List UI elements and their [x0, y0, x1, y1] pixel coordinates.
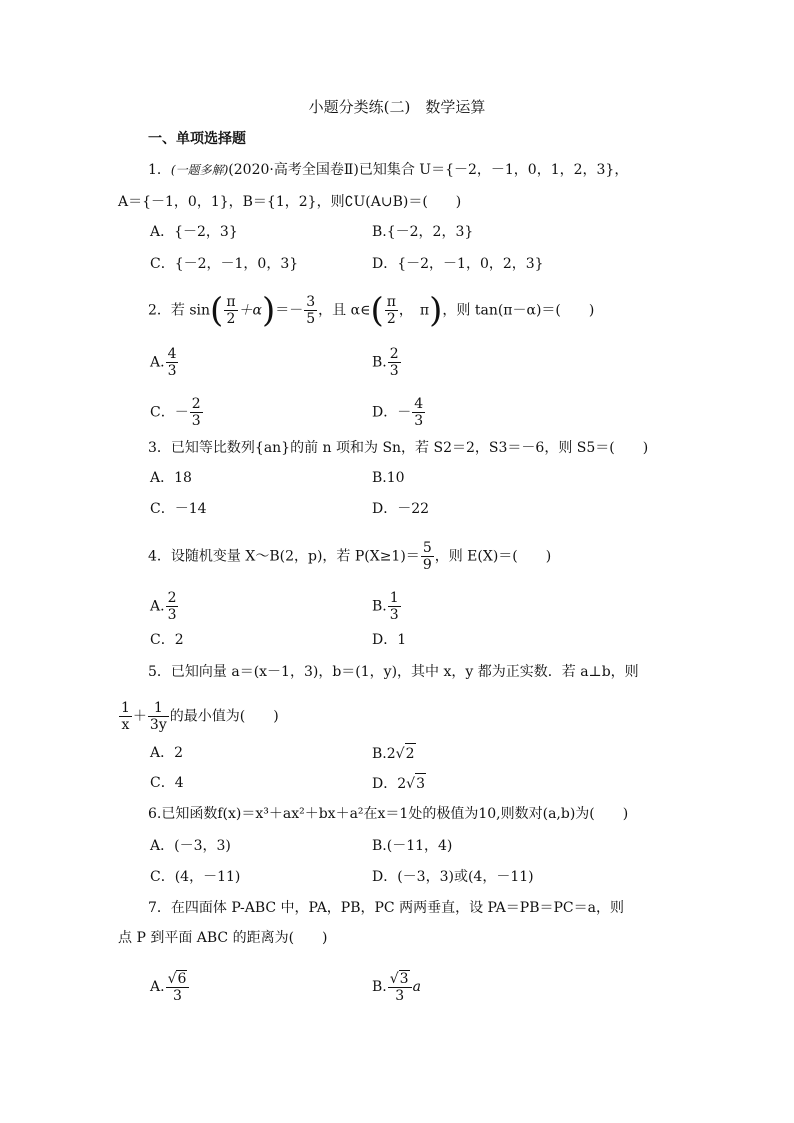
q2-stem-start: 2．若 sin [148, 302, 211, 319]
q2-frac2-num: 3 [306, 294, 316, 310]
q5-fraction-1-x [119, 700, 132, 733]
page-title: 小题分类练(二) 数学运算 [308, 98, 486, 116]
q2-d-fraction [412, 396, 425, 429]
question-2 [148, 290, 595, 331]
q3-option-c: C．－14 [150, 501, 207, 517]
q5-d-radicand: 3 [415, 773, 426, 794]
q5-f2-num: 1 [148, 700, 169, 717]
q2-c-fraction [190, 396, 203, 429]
q2-comma-pi: ， π [398, 302, 430, 319]
q1-number: 1． [148, 162, 171, 178]
q7-b-tail: a [412, 979, 421, 995]
q4-tail: ，则 E(X)＝( ) [434, 548, 552, 565]
q4-option-c: C．2 [150, 632, 184, 648]
q7-b-fraction [388, 970, 412, 1004]
q1-stem-line2: A＝{－1，0，1}，B＝{1，2}，则∁U(A∪B)＝( ) [118, 194, 462, 210]
q4-option-b [372, 590, 402, 623]
q4-stem-start: 4．设随机变量 X～B(2，p)，若 P(X≥1)＝ [148, 548, 420, 565]
q2-frac2-den: 5 [306, 311, 316, 327]
sqrt-icon: √ [167, 971, 177, 987]
sqrt-icon: √ [406, 776, 416, 792]
q2-c-num: 2 [191, 396, 201, 412]
q2-option-c [150, 396, 204, 429]
q7-option-b [372, 970, 421, 1004]
q4-b-den: 3 [389, 607, 399, 623]
q6-option-a: A．(－3，3) [150, 838, 231, 854]
q4-option-d: D．1 [372, 632, 407, 648]
q3-option-b: B.10 [372, 470, 405, 486]
q7-b-label: B. [372, 979, 387, 995]
q2-fraction-pi-over-2 [224, 294, 237, 327]
q7-a-radicand: 6 [177, 971, 187, 987]
q5-d-prefix: D．2 [372, 776, 407, 792]
q1-stem: 已知集合 U＝{－2，－1，0，1，2，3}， [358, 162, 629, 178]
q5-f1-den: x [121, 717, 130, 733]
q2-option-a [150, 346, 179, 379]
q5-option-a: A．2 [150, 745, 184, 761]
q2-b-num: 2 [389, 346, 399, 362]
q5-option-d [372, 773, 426, 794]
q2-frac3-num: π [386, 294, 396, 310]
question-4 [148, 540, 551, 573]
q6-option-b: B.(－11，4) [372, 838, 453, 854]
q7-b-num [388, 970, 412, 988]
q4-a-den: 3 [167, 607, 177, 623]
q2-a-label: A. [150, 354, 165, 371]
q1-option-b: B.{－2，2，3} [372, 224, 474, 240]
q6-option-d: D．(－3，3)或(4，－11) [372, 869, 534, 885]
q5-option-b [372, 743, 416, 764]
q2-left-paren-2: ( [370, 290, 384, 331]
q4-b-num: 1 [389, 590, 399, 606]
q2-mid: ，且 α∈ [318, 302, 371, 319]
q7-option-a [150, 970, 190, 1004]
q1-option-d: D．{－2，－1，0，2，3} [372, 256, 544, 272]
q7-b-radicand: 3 [399, 971, 409, 987]
q3-option-a: A．18 [150, 470, 192, 486]
q4-b-label: B. [372, 598, 387, 615]
q4-b-fraction [388, 590, 401, 623]
q5-tail: 的最小值为( ) [169, 708, 279, 725]
q2-option-d [372, 396, 426, 429]
q2-fraction-3-5 [304, 294, 317, 327]
q5-f1-num: 1 [121, 700, 130, 716]
q2-c-den: 3 [191, 413, 201, 429]
q2-d-den: 3 [414, 413, 424, 429]
q2-b-label: B. [372, 354, 387, 371]
q2-frac-num: π [226, 294, 236, 310]
q5-option-c: C．4 [150, 775, 184, 791]
q2-fraction-pi-over-2b [385, 294, 398, 327]
q2-c-label: C．－ [150, 404, 189, 421]
q2-a-den: 3 [167, 363, 177, 379]
q5-fraction-1-3y [148, 700, 169, 733]
q5-stem-line2 [118, 700, 279, 733]
q6-option-c: C．(4，－11) [150, 869, 241, 885]
q1-option-c: C．{－2，－1，0，3} [150, 256, 299, 272]
q1-option-a: A．{－2，3} [150, 224, 238, 240]
question-6: 6.已知函数f(x)＝x³＋ax²＋bx＋a²在x＝1处的极值为10,则数对(a,b)为( ) [148, 806, 629, 822]
q7-b-den: 3 [395, 988, 405, 1004]
q1-tag: (一题多解) [170, 163, 229, 177]
question-7: 7．在四面体 P-ABC 中，PA，PB，PC 两两垂直，设 PA＝PB＝PC＝a，则 [148, 900, 624, 916]
question-3: 3．已知等比数列{an}的前 n 项和为 Sn，若 S2＝2，S3＝－6，则 S5＝( ) [148, 440, 649, 456]
q3-option-d: D．－22 [372, 501, 430, 517]
q7-a-label: A. [150, 979, 165, 995]
q2-d-label: D．－ [372, 404, 412, 421]
q7-stem-line2: 点 P 到平面 ABC 的距离为( ) [118, 930, 328, 946]
q7-a-fraction [166, 970, 190, 1004]
sqrt-icon: √ [395, 746, 405, 762]
q2-left-paren: ( [210, 290, 224, 331]
q2-b-den: 3 [389, 363, 399, 379]
q2-a-num: 4 [167, 346, 177, 362]
q2-right-paren-2: ) [429, 290, 443, 331]
q2-equals: ＝－ [275, 302, 304, 319]
q2-d-num: 4 [414, 396, 424, 412]
q1-source: (2020·高考全国卷Ⅱ) [228, 162, 359, 178]
q2-b-fraction [388, 346, 401, 379]
q2-frac3-den: 2 [386, 311, 396, 327]
q2-tail: ，则 tan(π－α)＝( ) [442, 302, 595, 319]
question-1 [148, 160, 628, 180]
question-5: 5．已知向量 a＝(x－1，3)，b＝(1，y)，其中 x，y 都为正实数．若 a⊥b，则 [148, 664, 639, 680]
q4-frac-num: 5 [422, 540, 432, 556]
q5-plus: ＋ [132, 708, 147, 725]
q2-right-paren: ) [261, 290, 276, 331]
q4-a-label: A. [150, 598, 165, 615]
sqrt-icon: √ [389, 971, 399, 987]
q2-a-fraction [166, 346, 179, 379]
q2-option-b [372, 346, 402, 379]
q4-fraction [421, 540, 434, 573]
q4-option-a [150, 590, 179, 623]
q4-a-fraction [166, 590, 179, 623]
q5-f2-den: 3y [149, 717, 167, 733]
q7-a-den: 3 [173, 988, 182, 1004]
q2-frac-den: 2 [226, 311, 236, 327]
q5-b-prefix: B.2 [372, 746, 396, 762]
q7-a-num [166, 970, 190, 988]
q4-frac-den: 9 [422, 557, 432, 573]
q5-b-radicand: 2 [405, 743, 416, 764]
section-heading: 一、单项选择题 [148, 131, 246, 147]
q2-plus-alpha: ＋α [238, 302, 262, 319]
q4-a-num: 2 [167, 590, 177, 606]
